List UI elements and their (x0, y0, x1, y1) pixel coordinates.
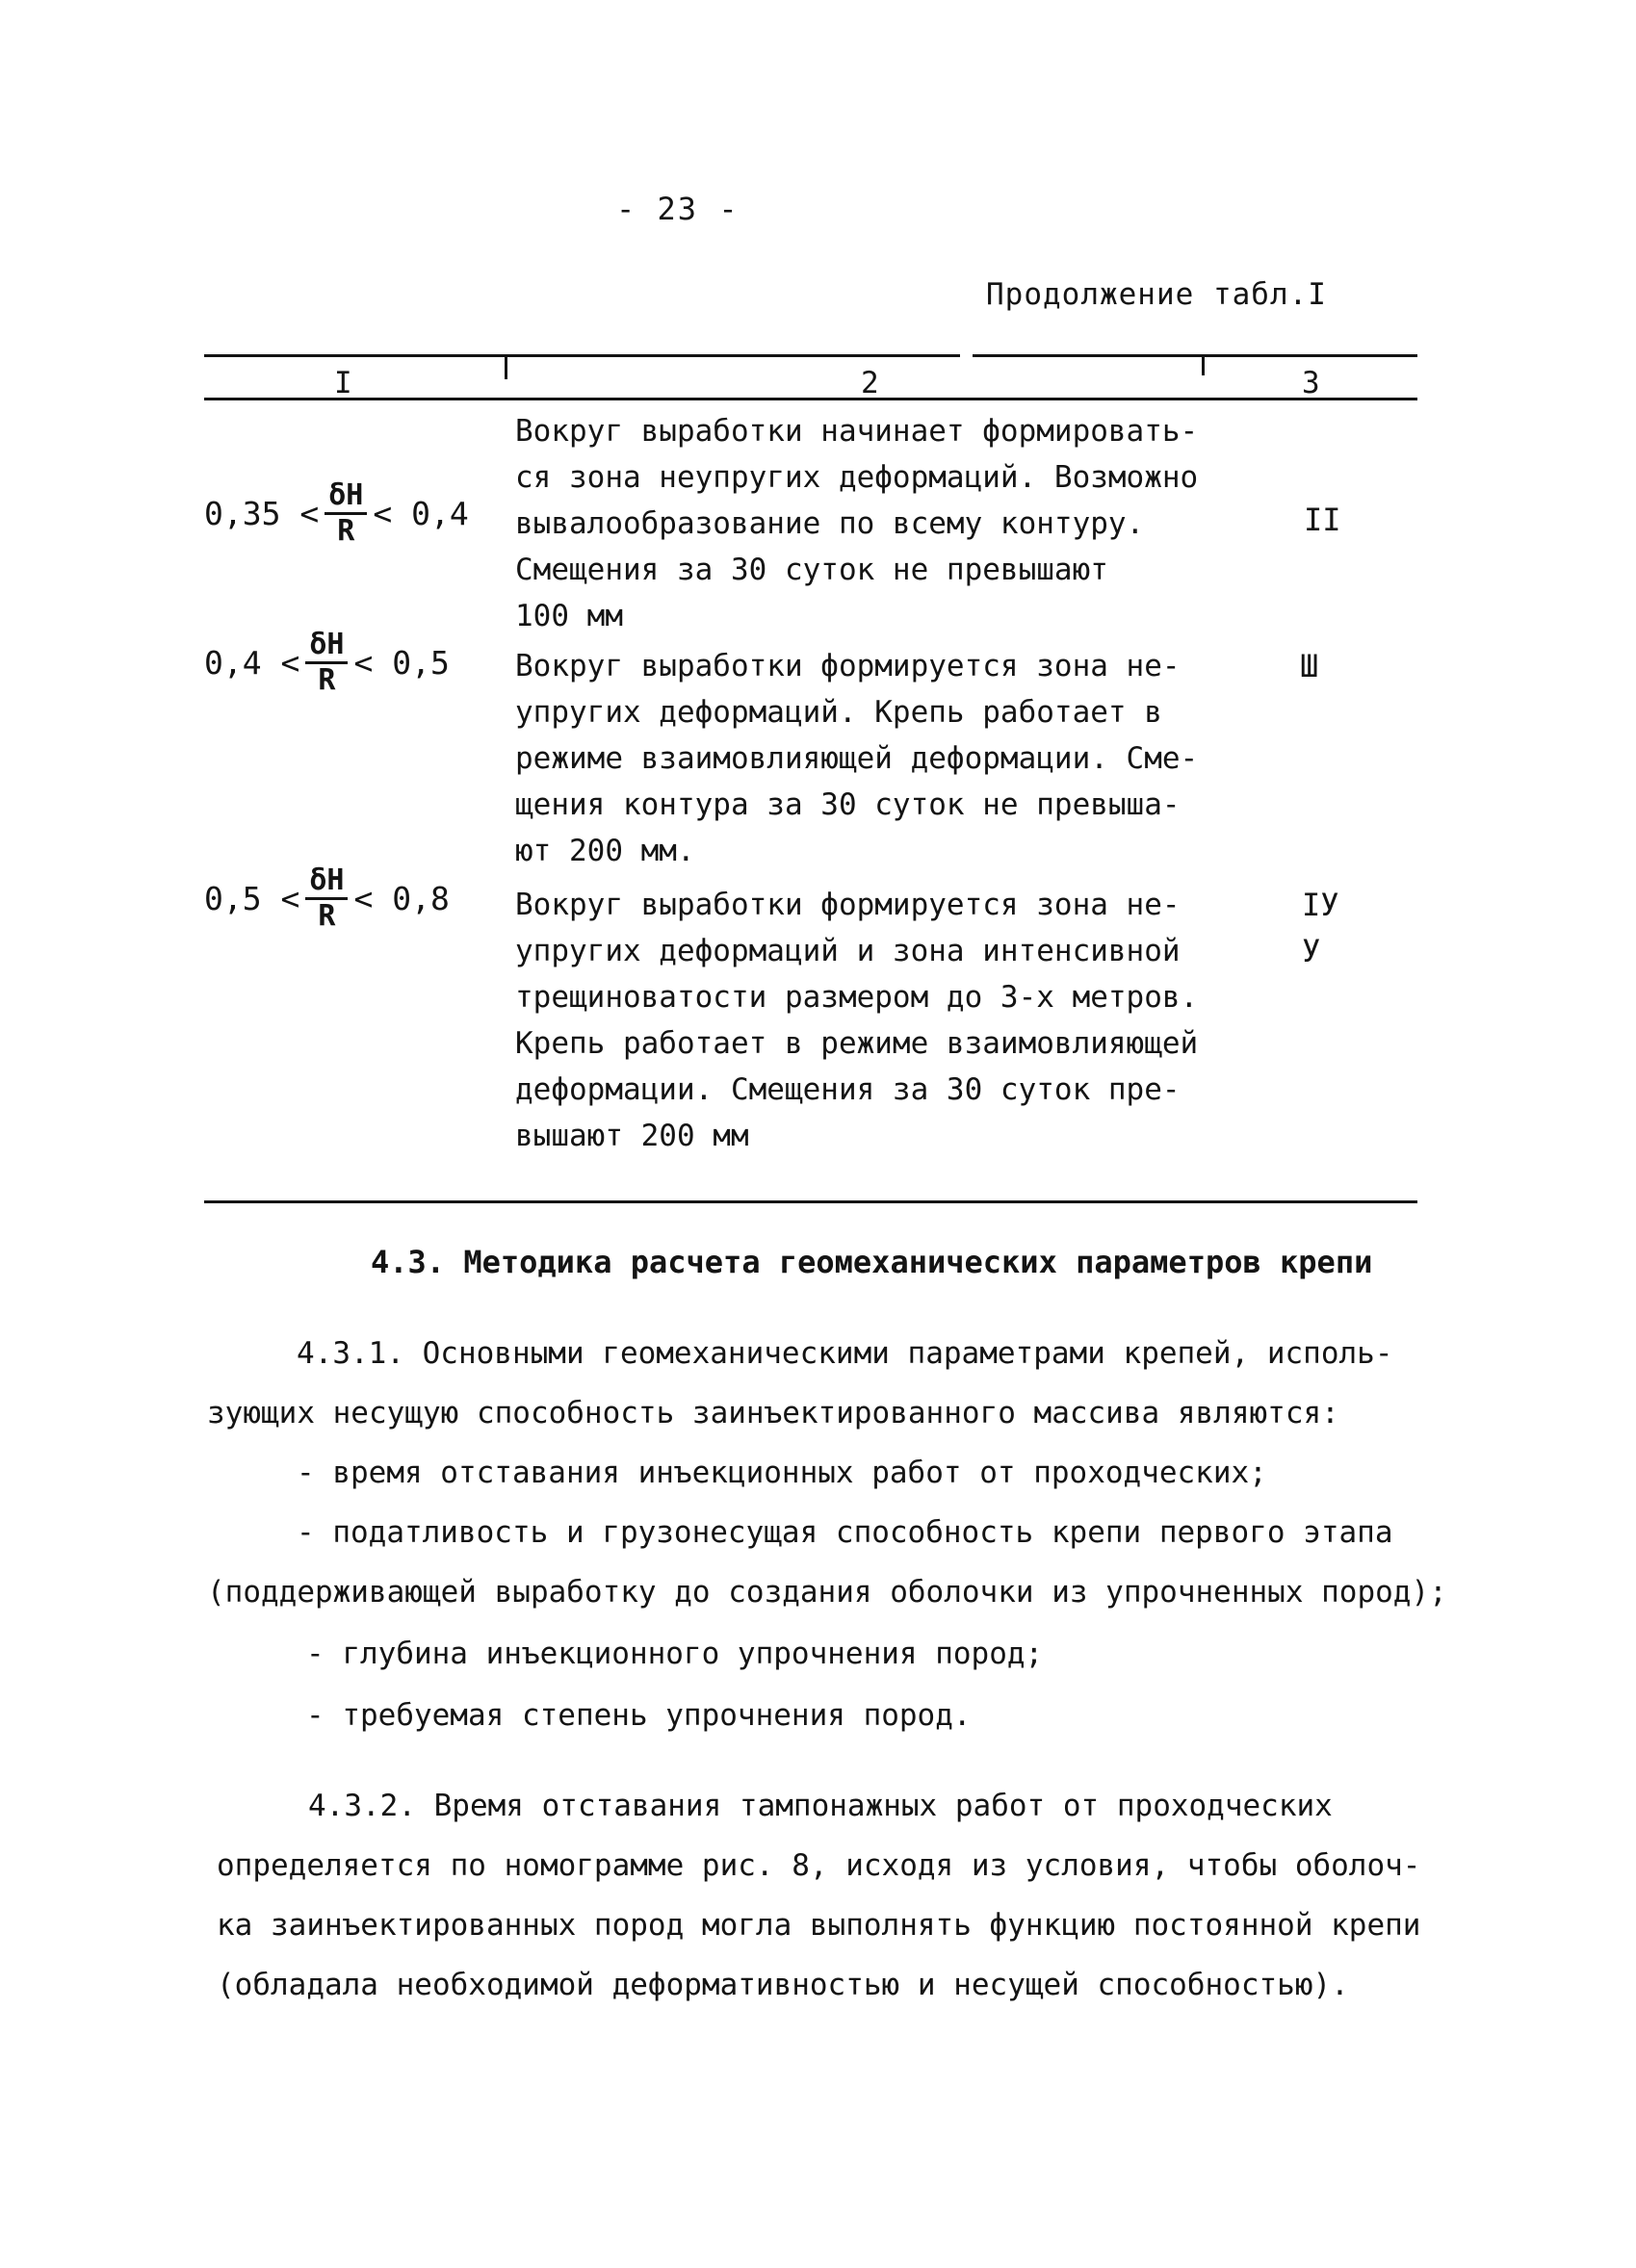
paragraph-line: зующих несущую способность заинъектированного массива являются: (207, 1396, 1339, 1430)
column-divider-1 (505, 354, 507, 379)
description-line: упругих деформаций. Крепь работает в (515, 695, 1162, 730)
column-header-1: I (334, 366, 352, 400)
description-line: 100 мм (515, 599, 623, 633)
ratio-right-bound: < 0,5 (353, 644, 450, 682)
list-item: - податливость и грузонесущая способность крепи первого этапа (297, 1515, 1393, 1550)
description-line: ют 200 мм. (515, 834, 695, 868)
description-line: вышают 200 мм (515, 1119, 749, 1153)
fraction-numerator: δH (305, 631, 348, 664)
ratio-right-bound: < 0,4 (373, 495, 469, 532)
ratio-left-bound: 0,4 < (204, 644, 300, 682)
ratio-fraction (305, 628, 348, 697)
paragraph-line: (обладала необходимой деформативностью и несущей способностью). (217, 1968, 1349, 2002)
table-row-ratio (204, 478, 469, 548)
description-line: трещиноватости размером до 3-х метров. (515, 980, 1199, 1015)
ratio-left-bound: 0,35 < (204, 495, 320, 532)
table-row-ratio (204, 863, 450, 933)
paragraph-line: (поддерживающей выработку до создания оболочки из упрочненных пород); (207, 1575, 1447, 1610)
description-line: режиме взаимовлияющей деформации. Сме- (515, 741, 1199, 776)
paragraph-line: ка заинъектированных пород могла выполнять функцию постоянной крепи (217, 1908, 1421, 1943)
table-bottom-rule (204, 1200, 1417, 1203)
category-value: У (1302, 933, 1321, 969)
description-line: Вокруг выработки начинает формировать- (515, 414, 1199, 449)
table-row-description (515, 882, 1228, 1159)
description-line: деформации. Смещения за 30 суток пре- (515, 1072, 1181, 1107)
column-header-2: 2 (861, 366, 879, 400)
list-item: - требуемая степень упрочнения пород. (306, 1698, 972, 1733)
ratio-left-bound: 0,5 < (204, 880, 300, 917)
description-line: Крепь работает в режиме взаимовлияющей (515, 1026, 1199, 1061)
fraction-denominator: R (318, 663, 336, 697)
table-header-rule (204, 398, 1417, 400)
list-item: - глубина инъекционного упрочнения пород; (306, 1637, 1044, 1671)
section-heading: 4.3. Методика расчета геомеханических параметров крепи (371, 1244, 1373, 1280)
fraction-numerator: δH (325, 481, 367, 515)
category-value: IУ (1302, 887, 1339, 923)
description-line: упругих деформаций и зона интенсивной (515, 934, 1181, 968)
ratio-fraction (325, 478, 367, 548)
paragraph-line: 4.3.2. Время отставания тампонажных работ от проходческих (308, 1789, 1333, 1823)
category-value: II (1304, 502, 1341, 538)
column-divider-2 (1202, 354, 1205, 375)
description-line: вывалообразование по всему контуру. (515, 506, 1145, 541)
list-item: - время отставания инъекционных работ от проходческих; (297, 1456, 1267, 1490)
table-row-category (1304, 497, 1341, 543)
description-line: Смещения за 30 суток не превышают (515, 553, 1108, 587)
column-header-3: 3 (1302, 366, 1320, 400)
fraction-denominator: R (318, 899, 336, 933)
description-line: Вокруг выработки формируется зона не- (515, 888, 1181, 922)
description-line: щения контура за 30 суток не превыша- (515, 787, 1181, 822)
table-row-category (1300, 643, 1318, 689)
table-row-category (1302, 882, 1339, 974)
table-top-rule-left (204, 354, 960, 357)
page-number: - 23 - (616, 191, 740, 227)
fraction-numerator: δH (305, 866, 348, 900)
ratio-fraction (305, 863, 348, 933)
description-line: ся зона неупругих деформаций. Возможно (515, 460, 1199, 495)
category-value: Ш (1300, 648, 1319, 684)
paragraph-line: 4.3.1. Основными геомеханическими параметрами крепей, исполь- (297, 1336, 1393, 1371)
table-row-description (515, 643, 1228, 874)
table-row-description (515, 408, 1228, 639)
table-top-rule-right (973, 354, 1417, 357)
paragraph-line: определяется по номограмме рис. 8, исходя из условия, чтобы оболоч- (217, 1848, 1421, 1883)
description-line: Вокруг выработки формируется зона не- (515, 649, 1181, 683)
table-row-ratio (204, 628, 450, 697)
table-caption: Продолжение табл.I (986, 277, 1327, 312)
fraction-denominator: R (337, 514, 355, 548)
ratio-right-bound: < 0,8 (353, 880, 450, 917)
